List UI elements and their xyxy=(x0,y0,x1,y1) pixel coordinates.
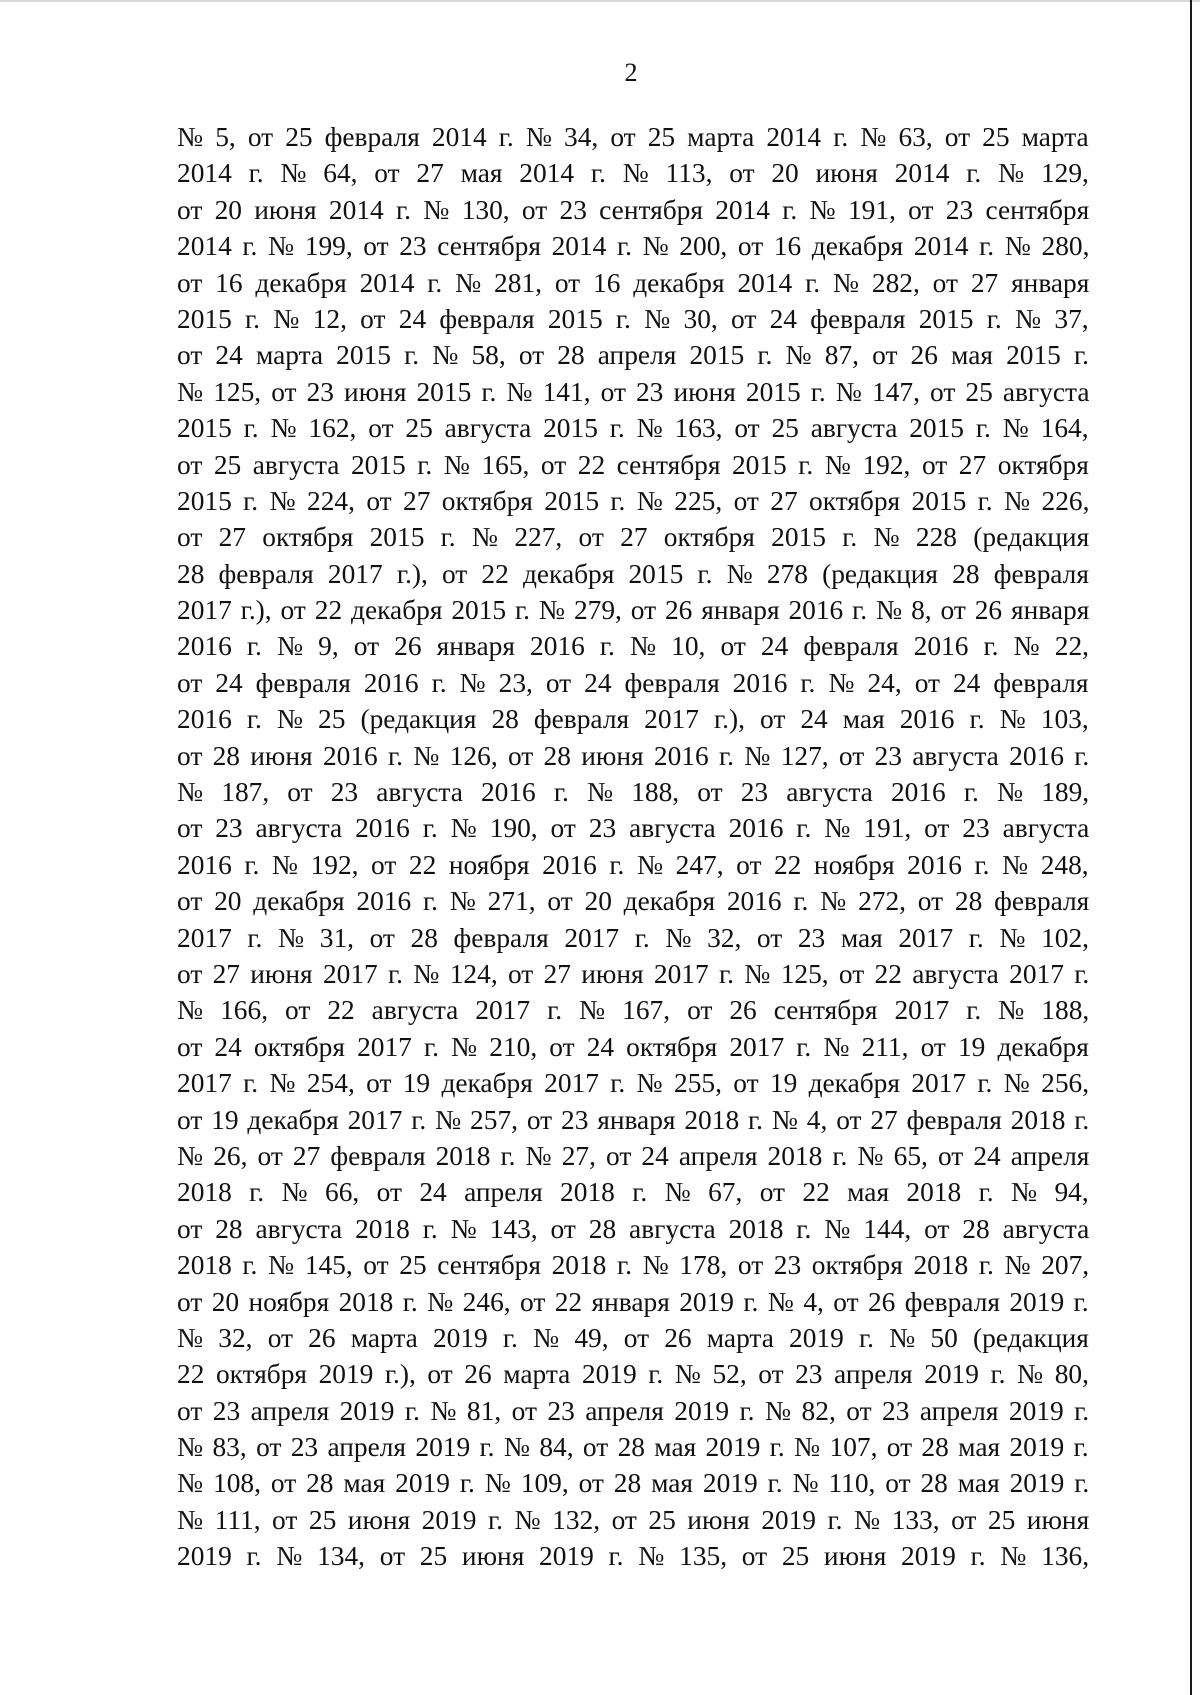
text-line: 28 февраля 2017 г.), от 22 декабря 2015 г. № 278 (редакция 28 февраля xyxy=(177,558,1089,589)
text-line: 2016 г. № 192, от 22 ноября 2016 г. № 247, от 22 ноября 2016 г. № 248, xyxy=(177,849,1089,880)
text-line: 2018 г. № 145, от 25 сентября 2018 г. № 178, от 23 октября 2018 г. № 207, xyxy=(177,1250,1089,1281)
text-line: от 24 марта 2015 г. № 58, от 28 апреля 2015 г. № 87, от 26 мая 2015 г. xyxy=(177,340,1089,371)
text-line: 2016 г. № 25 (редакция 28 февраля 2017 г.), от 24 мая 2016 г. № 103, xyxy=(177,704,1089,735)
page-number: 2 xyxy=(624,58,638,87)
text-line: № 125, от 23 июня 2015 г. № 141, от 23 июня 2015 г. № 147, от 25 августа xyxy=(177,376,1089,407)
text-line: от 23 августа 2016 г. № 190, от 23 августа 2016 г. № 191, от 23 августа xyxy=(177,813,1089,844)
text-line: 2015 г. № 12, от 24 февраля 2015 г. № 30, от 24 февраля 2015 г. № 37, xyxy=(177,303,1089,334)
text-line: от 20 июня 2014 г. № 130, от 23 сентября 2014 г. № 191, от 23 сентября xyxy=(177,194,1089,225)
scan-top-edge xyxy=(0,0,1200,2)
text-line: 2015 г. № 162, от 25 августа 2015 г. № 163, от 25 августа 2015 г. № 164, xyxy=(177,413,1089,444)
text-line: 2017 г. № 31, от 28 февраля 2017 г. № 32, от 23 мая 2017 г. № 102, xyxy=(177,922,1089,953)
text-line: № 166, от 22 августа 2017 г. № 167, от 26 сентября 2017 г. № 188, xyxy=(177,995,1089,1026)
text-line: 2018 г. № 66, от 24 апреля 2018 г. № 67, от 22 мая 2018 г. № 94, xyxy=(177,1177,1089,1208)
text-line: от 19 декабря 2017 г. № 257, от 23 января 2018 г. № 4, от 27 февраля 2018 г. xyxy=(177,1104,1089,1135)
text-line: № 32, от 26 марта 2019 г. № 49, от 26 марта 2019 г. № 50 (редакция xyxy=(177,1322,1089,1353)
text-line: от 23 апреля 2019 г. № 81, от 23 апреля 2019 г. № 82, от 23 апреля 2019 г. xyxy=(177,1395,1089,1426)
text-line: от 27 октября 2015 г. № 227, от 27 октября 2015 г. № 228 (редакция xyxy=(177,522,1089,553)
text-line: 2014 г. № 64, от 27 мая 2014 г. № 113, от 20 июня 2014 г. № 129, xyxy=(177,158,1089,189)
text-line: № 108, от 28 мая 2019 г. № 109, от 28 мая 2019 г. № 110, от 28 мая 2019 г. xyxy=(177,1468,1089,1499)
text-line: 2015 г. № 224, от 27 октября 2015 г. № 225, от 27 октября 2015 г. № 226, xyxy=(177,485,1089,516)
text-line: от 24 февраля 2016 г. № 23, от 24 февраля 2016 г. № 24, от 24 февраля xyxy=(177,667,1089,698)
text-line: 2014 г. № 199, от 23 сентября 2014 г. № 200, от 16 декабря 2014 г. № 280, xyxy=(177,231,1089,262)
text-line: 22 октября 2019 г.), от 26 марта 2019 г. № 52, от 23 апреля 2019 г. № 80, xyxy=(177,1359,1089,1390)
text-line: от 28 июня 2016 г. № 126, от 28 июня 2016 г. № 127, от 23 августа 2016 г. xyxy=(177,740,1089,771)
text-line: № 83, от 23 апреля 2019 г. № 84, от 28 мая 2019 г. № 107, от 28 мая 2019 г. xyxy=(177,1432,1089,1463)
text-line: № 187, от 23 августа 2016 г. № 188, от 23 августа 2016 г. № 189, xyxy=(177,777,1089,808)
text-line: № 5, от 25 февраля 2014 г. № 34, от 25 марта 2014 г. № 63, от 25 марта xyxy=(177,122,1089,152)
text-line: № 26, от 27 февраля 2018 г. № 27, от 24 апреля 2018 г. № 65, от 24 апреля xyxy=(177,1140,1089,1171)
text-line: от 16 декабря 2014 г. № 281, от 16 декабря 2014 г. № 282, от 27 января xyxy=(177,267,1089,298)
text-line: 2016 г. № 9, от 26 января 2016 г. № 10, от 24 февраля 2016 г. № 22, xyxy=(177,631,1089,662)
text-line: от 28 августа 2018 г. № 143, от 28 августа 2018 г. № 144, от 28 августа xyxy=(177,1213,1089,1244)
text-line: № 111, от 25 июня 2019 г. № 132, от 25 июня 2019 г. № 133, от 25 июня xyxy=(177,1504,1089,1535)
text-line: от 20 декабря 2016 г. № 271, от 20 декабря 2016 г. № 272, от 28 февраля xyxy=(177,886,1089,917)
text-line: 2017 г.), от 22 декабря 2015 г. № 279, от 26 января 2016 г. № 8, от 26 января xyxy=(177,595,1089,626)
scan-right-edge xyxy=(1190,0,1192,1695)
text-line: от 20 ноября 2018 г. № 246, от 22 января 2019 г. № 4, от 26 февраля 2019 г. xyxy=(177,1286,1089,1317)
text-line: 2017 г. № 254, от 19 декабря 2017 г. № 255, от 19 декабря 2017 г. № 256, xyxy=(177,1068,1089,1099)
text-line: 2019 г. № 134, от 25 июня 2019 г. № 135, от 25 июня 2019 г. № 136, xyxy=(177,1541,1089,1572)
text-line: от 25 августа 2015 г. № 165, от 22 сентября 2015 г. № 192, от 27 октября xyxy=(177,449,1089,480)
body-paragraph xyxy=(177,119,1089,1575)
text-line: от 24 октября 2017 г. № 210, от 24 октября 2017 г. № 211, от 19 декабря xyxy=(177,1031,1089,1062)
text-line: от 27 июня 2017 г. № 124, от 27 июня 2017 г. № 125, от 22 августа 2017 г. xyxy=(177,958,1089,989)
